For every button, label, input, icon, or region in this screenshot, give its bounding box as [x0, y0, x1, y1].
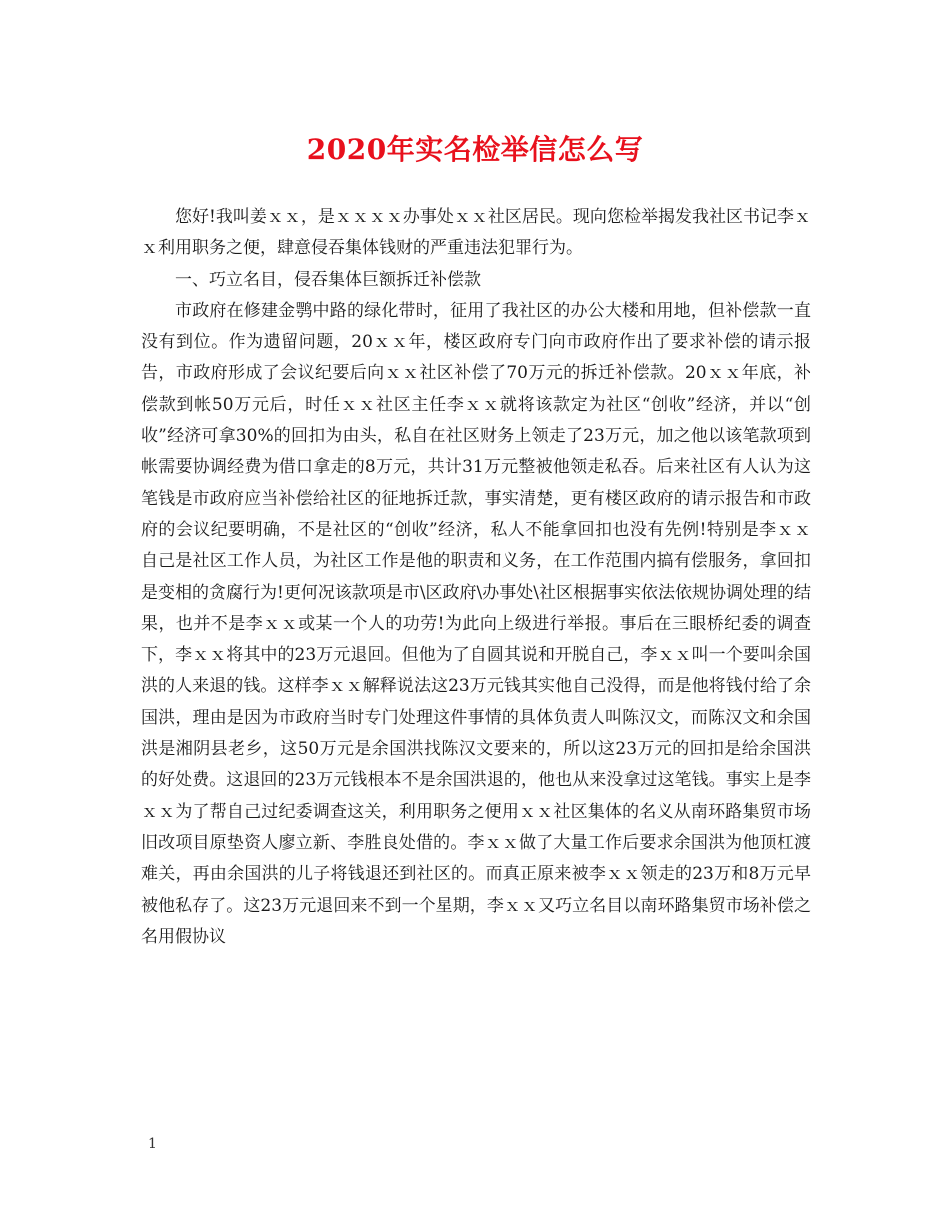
paragraph-section-1: 市政府在修建金鹗中路的绿化带时，征用了我社区的办公大楼和用地，但补偿款一直没有到位。作为遗留问题，20ｘｘ年，楼区政府专门向市政府作出了要求补偿的请示报告，市政府形成了会议纪要后向ｘｘ社区补偿了70万元的拆迁补偿款。20ｘｘ年底，补偿款到帐50万元后，时任ｘｘ社区主任李ｘｘ就将该款定为社区“创收”经济，并以“创收”经济可拿30%的回扣为由头，私自在社区财务上领走了23万元，加之他以该笔款项到帐需要协调经费为借口拿走的8万元，共计31万元整被他领走私吞。后来社区有人认为这笔钱是市政府应当补偿给社区的征地拆迁款，事实清楚，更有楼区政府的请示报告和市政府的会议纪要明确，不是社区的“创收”经济，私人不能拿回扣也没有先例!特别是李ｘｘ自己是社区工作人员，为社区工作是他的职责和义务，在工作范围内搞有偿服务，拿回扣是变相的贪腐行为!更何况该款项是市\区政府\办事处\社区根据事实依法依规协调处理的结果，也并不是李ｘｘ或某一个人的功劳!为此向上级进行举报。事后在三眼桥纪委的调查下，李ｘｘ将其中的23万元退回。但他为了自圆其说和开脱自己，李ｘｘ叫一个要叫余国洪的人来退的钱。这样李ｘｘ解释说法这23万元钱其实他自己没得，而是他将钱付给了余国洪，理由是因为市政府当时专门处理这件事情的具体负责人叫陈汉文，而陈汉文和余国洪是湘阴县老乡，这50万元是余国洪找陈汉文要来的，所以这23万元的回扣是给余国洪的好处费。这退回的23万元钱根本不是余国洪退的，他也从来没拿过这笔钱。事实上是李ｘｘ为了帮自己过纪委调查这关，利用职务之便用ｘｘ社区集体的名义从南环路集贸市场旧改项目原垫资人廖立新、李胜良处借的。李ｘｘ做了大量工作后要求余国洪为他顶杠渡难关，再由余国洪的儿子将钱退还到社区的。而真正原来被李ｘｘ领走的23万和8万元早被他私存了。这23万元退回来不到一个星期，李ｘｘ又巧立名目以南环路集贸市场补偿之名用假协议	[141, 300, 812, 947]
document-title: 2020年实名检举信怎么写	[306, 133, 644, 166]
section-heading: 一、巧立名目，侵吞集体巨额拆迁补偿款	[175, 269, 481, 290]
document-body	[141, 202, 811, 953]
paragraph-intro: 您好!我叫姜ｘｘ，是ｘｘｘｘ办事处ｘｘ社区居民。现向您检举揭发我社区书记李ｘｘ利用职务之便，肆意侵吞集体钱财的严重违法犯罪行为。	[141, 207, 811, 259]
page-number: 1	[148, 1136, 157, 1152]
